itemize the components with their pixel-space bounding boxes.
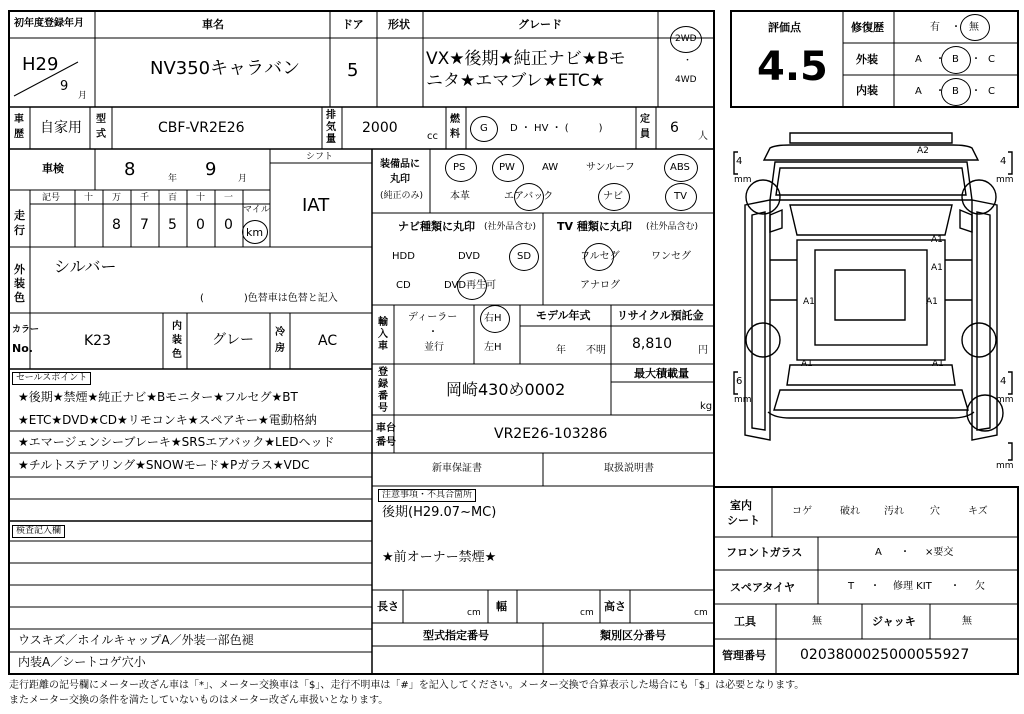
width-unit: cm xyxy=(580,608,594,618)
length-unit: cm xyxy=(467,608,481,618)
dim-unit: mm xyxy=(734,175,752,185)
max-load-label: 最大積載量 xyxy=(634,367,689,380)
grade-label: グレード xyxy=(518,18,562,31)
capacity-label-2: 員 xyxy=(640,129,650,140)
spare-dot-2: ・ xyxy=(950,581,960,592)
repair-yes: 有 xyxy=(930,22,940,33)
max-load-unit: kg xyxy=(700,401,713,412)
damage-mark: A1 xyxy=(932,359,944,369)
room-item: 汚れ xyxy=(884,506,904,517)
disp-label-2: 気 xyxy=(326,122,336,133)
height-unit: cm xyxy=(694,608,708,618)
color-change-note: ( )色替車は色替と記入 xyxy=(200,293,338,304)
jack-value: 無 xyxy=(962,616,972,627)
notes-label: 注意事項・不具合箇所 xyxy=(378,489,476,502)
nav-sd: SD xyxy=(517,251,532,262)
ext-dot-1: ・ xyxy=(935,54,945,65)
digit-label-juu: 十 xyxy=(196,193,206,203)
sales-point-line: ★エマージェンシーブレーキ★SRSエアバック★LEDヘッド xyxy=(18,435,335,449)
tv-analog: アナログ xyxy=(580,280,620,291)
chassis-label-2: 番号 xyxy=(376,437,396,448)
nav-dvd: DVD xyxy=(458,251,481,262)
ext-dot-2: ・ xyxy=(971,54,981,65)
manual-label: 取扱説明書 xyxy=(604,463,654,474)
equip-label-3: (純正のみ) xyxy=(380,191,424,201)
dim-value: 4 xyxy=(1000,156,1007,167)
steering-lh: 左H xyxy=(484,342,502,353)
spare-kit: 修理 KIT xyxy=(893,581,932,592)
notes-line-2: ★前オーナー禁煙★ xyxy=(382,550,497,565)
color-label-1: 外 xyxy=(14,263,25,276)
repair-no: 無 xyxy=(969,22,979,33)
digit-label-sen: 千 xyxy=(140,193,150,203)
ac-label-2: 房 xyxy=(275,343,285,354)
doors-label: ドア xyxy=(342,18,364,31)
car-name-label: 車名 xyxy=(202,18,224,31)
shaken-year: 8 xyxy=(124,159,136,180)
reg-year: H29 xyxy=(22,54,59,75)
spare-label: スペアタイヤ xyxy=(730,581,796,594)
tv-fullseg: フルセグ xyxy=(580,251,620,262)
disp-label-1: 排 xyxy=(326,110,336,121)
tools-label: 工具 xyxy=(734,615,756,628)
digit-label-ichi: 一 xyxy=(224,193,234,203)
shape-label: 形状 xyxy=(388,18,410,31)
color-label-2: 装 xyxy=(14,277,25,290)
shaken-label: 車検 xyxy=(42,162,64,175)
equip-airbag: エアバック xyxy=(504,191,554,202)
notes-line-1: 後期(H29.07~MC) xyxy=(382,505,497,520)
nav-type-sub: (社外品含む) xyxy=(484,222,537,232)
model-label-2: 式 xyxy=(96,129,106,140)
mgmt-no-label: 管理番号 xyxy=(722,649,766,662)
mileage-label-2: 行 xyxy=(14,224,25,237)
footer-note-1: 走行距離の記号欄にメーター改ざん車は「*」、メーター交換車は「$」、走行不明車は「#」を記入してください。メーター交換で合算表示した場合にも「$」は必要となります。 xyxy=(9,680,805,691)
tools-value: 無 xyxy=(812,616,822,627)
equip-tv: TV xyxy=(674,191,687,202)
equip-sunroof: サンルーフ xyxy=(586,162,635,173)
damage-mark: A1 xyxy=(926,297,938,307)
plate-value: 岡崎430め0002 xyxy=(446,380,566,399)
color-no-value: K23 xyxy=(84,333,111,349)
shift-label: シフト xyxy=(306,152,334,162)
ext-grade-b: B xyxy=(952,54,959,65)
import-label-3: 車 xyxy=(378,341,388,352)
equip-navi: ナビ xyxy=(603,191,623,202)
reg-month-unit: 月 xyxy=(78,91,88,101)
capacity-label-1: 定 xyxy=(640,114,650,125)
capacity-value: 6 xyxy=(670,120,679,136)
damage-mark: A1 xyxy=(931,263,943,273)
dim-unit: mm xyxy=(734,395,752,405)
warranty-label: 新車保証書 xyxy=(432,463,482,474)
spare-dot-1: ・ xyxy=(870,581,880,592)
windshield-dot: ・ xyxy=(900,547,910,558)
fuel-other: D ・ HV ・ ( ) xyxy=(510,123,603,134)
type-cert-label: 型式指定番号 xyxy=(423,629,489,642)
fuel-selected: G xyxy=(480,123,488,134)
fuel-label-2: 料 xyxy=(450,129,460,140)
shaken-year-unit: 年 xyxy=(168,174,178,184)
width-label: 幅 xyxy=(496,600,507,613)
grade-line-1: VX★後期★純正ナビ★Bモ xyxy=(426,49,626,69)
nav-cd: CD xyxy=(396,280,411,291)
color-value: シルバー xyxy=(54,257,117,276)
damage-mark: A1 xyxy=(803,297,815,307)
equip-abs: ABS xyxy=(670,162,690,173)
exterior-label: 外装 xyxy=(856,53,878,66)
shift-value: IAT xyxy=(302,195,330,216)
chassis-label-1: 車台 xyxy=(376,423,396,434)
mgmt-no-value: 0203800025000055927 xyxy=(800,647,970,663)
shaken-month: 9 xyxy=(205,159,217,180)
digit-label-10man: 十 xyxy=(84,193,94,203)
int-color-label-3: 色 xyxy=(172,349,182,360)
ac-label-1: 冷 xyxy=(275,327,285,338)
sales-point-line: ★後期★禁煙★純正ナビ★Bモニター★フルセグ★BT xyxy=(18,390,298,404)
dim-unit: mm xyxy=(996,395,1014,405)
nav-type-label: ナビ種類に丸印 xyxy=(398,220,475,233)
displacement-value: 2000 xyxy=(362,120,398,136)
shaken-month-unit: 月 xyxy=(238,174,248,184)
first-reg-label: 初年度登録年月 xyxy=(14,18,84,29)
footer-note-2: またメーター交換の条件を満たしていないものはメーター改ざん車扱いとなります。 xyxy=(9,695,389,706)
cc-unit: cc xyxy=(427,131,438,142)
dim-value: 6 xyxy=(736,376,743,387)
model-year-unit: 年 xyxy=(556,345,566,356)
room-item: 破れ xyxy=(840,506,860,517)
usage-value: 自家用 xyxy=(40,120,82,136)
sales-point-line: ★チルトステアリング★SNOWモード★Pガラス★VDC xyxy=(18,458,310,472)
drive-2wd: 2WD xyxy=(675,34,697,44)
damage-mark: A2 xyxy=(917,146,929,156)
recycle-value: 8,810 xyxy=(632,336,673,352)
equip-label-2: 丸印 xyxy=(390,174,410,185)
class-no-label: 類別区分番号 xyxy=(600,629,666,642)
plate-label-4: 号 xyxy=(378,403,388,414)
sales-points-label: セールスポイント xyxy=(12,372,91,385)
int-color-label-2: 装 xyxy=(172,335,182,346)
recycle-unit: 円 xyxy=(698,345,708,356)
color-label-3: 色 xyxy=(14,291,25,304)
spare-t: T xyxy=(848,581,855,592)
mileage-digit: 0 xyxy=(224,217,233,233)
windshield-replace: ×要交 xyxy=(925,547,954,558)
jack-label: ジャッキ xyxy=(872,615,916,628)
int-grade-b: B xyxy=(952,86,959,97)
dim-unit: mm xyxy=(996,175,1014,185)
sales-point-line: ★ETC★DVD★CD★リモコンキ★スペアキー★電動格納 xyxy=(18,413,317,427)
tv-type-sub: (社外品含む) xyxy=(646,222,699,232)
ac-value: AC xyxy=(318,333,338,349)
drive-dot: ・ xyxy=(683,56,693,66)
score-value: 4.5 xyxy=(757,44,828,90)
windshield-label: フロントガラス xyxy=(726,546,803,559)
import-dot: ・ xyxy=(428,327,438,338)
digit-label-hyaku: 百 xyxy=(168,193,178,203)
model-value: CBF-VR2E26 xyxy=(158,120,245,136)
damage-mark: A1 xyxy=(931,235,943,245)
height-label: 高さ xyxy=(604,600,626,613)
repair-dot: ・ xyxy=(951,22,961,33)
ext-grade-c: C xyxy=(988,54,995,65)
model-year-unknown: 不明 xyxy=(586,345,606,356)
car-name: NV350キャラバン xyxy=(150,58,301,79)
mileage-digit: 0 xyxy=(196,217,205,233)
length-label: 長さ xyxy=(377,600,399,613)
spare-none: 欠 xyxy=(975,581,985,592)
plate-label-2: 録 xyxy=(378,379,388,390)
digit-label-man: 万 xyxy=(112,193,122,203)
equip-label-1: 装備品に xyxy=(380,159,420,170)
damage-mark: A1 xyxy=(801,359,813,369)
nav-dvd-play: DVD再生可 xyxy=(444,280,497,291)
repair-history-label: 修復歴 xyxy=(851,21,884,34)
equip-aw: AW xyxy=(542,162,559,173)
model-year-label: モデル年式 xyxy=(536,309,591,322)
mileage-label-1: 走 xyxy=(14,209,25,222)
doors-value: 5 xyxy=(347,60,359,81)
mileage-digit: 8 xyxy=(112,217,121,233)
room-item: 穴 xyxy=(930,506,940,517)
windshield-a: A xyxy=(875,547,882,558)
dim-value: 4 xyxy=(1000,376,1007,387)
fuel-label-1: 燃 xyxy=(450,114,460,125)
steering-rh: 右H xyxy=(484,313,502,324)
int-color-label-1: 内 xyxy=(172,321,182,332)
color-no-label-1: カラー xyxy=(12,325,40,335)
mileage-digit: 5 xyxy=(168,217,177,233)
score-label: 評価点 xyxy=(768,21,801,34)
import-label-2: 入 xyxy=(378,329,388,340)
grade-line-2: ニタ★エマブレ★ETC★ xyxy=(426,71,606,91)
mileage-unit: km xyxy=(246,226,264,239)
room-label-1: 室内 xyxy=(730,499,752,512)
color-no-label-2: No. xyxy=(12,342,33,355)
int-color-value: グレー xyxy=(212,332,254,348)
plate-label-3: 番 xyxy=(378,391,388,402)
usage-label-1: 車 xyxy=(14,114,24,125)
reg-month: 9 xyxy=(60,79,69,94)
drive-4wd: 4WD xyxy=(675,75,697,85)
room-item: キズ xyxy=(968,506,988,517)
int-dot-1: ・ xyxy=(935,86,945,97)
inspector-note: 内装A／シートコゲ穴小 xyxy=(18,655,146,669)
tv-oneseg: ワンセグ xyxy=(651,251,691,262)
dim-value: 4 xyxy=(736,156,743,167)
room-item: コゲ xyxy=(792,506,812,517)
recycle-label: リサイクル預託金 xyxy=(617,309,704,322)
int-grade-a: A xyxy=(915,86,922,97)
equip-ps: PS xyxy=(453,162,466,173)
mile-label: マイル xyxy=(243,205,270,215)
equip-pw: PW xyxy=(499,162,515,173)
import-label-1: 輸 xyxy=(378,317,388,328)
inspector-label: 検査記入欄 xyxy=(12,525,65,538)
nav-hdd: HDD xyxy=(392,251,415,262)
interior-label: 内装 xyxy=(856,84,878,97)
plate-label-1: 登 xyxy=(378,367,388,378)
ext-grade-a: A xyxy=(915,54,922,65)
persons-unit: 人 xyxy=(698,131,708,142)
room-label-2: シート xyxy=(727,514,760,527)
model-label-1: 型 xyxy=(96,114,106,125)
tv-type-label: TV 種類に丸印 xyxy=(557,220,632,233)
import-dealer: ディーラー xyxy=(408,312,458,323)
chassis-value: VR2E26-103286 xyxy=(494,426,608,442)
usage-label-2: 歴 xyxy=(14,129,24,140)
int-grade-c: C xyxy=(988,86,995,97)
inspector-note: ウスキズ／ホイルキャップA／外装一部色褪 xyxy=(18,633,254,647)
int-dot-2: ・ xyxy=(971,86,981,97)
equip-leather: 本革 xyxy=(450,191,470,202)
mile-code-label: 記号 xyxy=(42,193,61,203)
dim-unit: mm xyxy=(996,461,1014,471)
mileage-digit: 7 xyxy=(140,217,149,233)
import-parallel: 並行 xyxy=(424,342,444,353)
disp-label-3: 量 xyxy=(326,134,336,145)
